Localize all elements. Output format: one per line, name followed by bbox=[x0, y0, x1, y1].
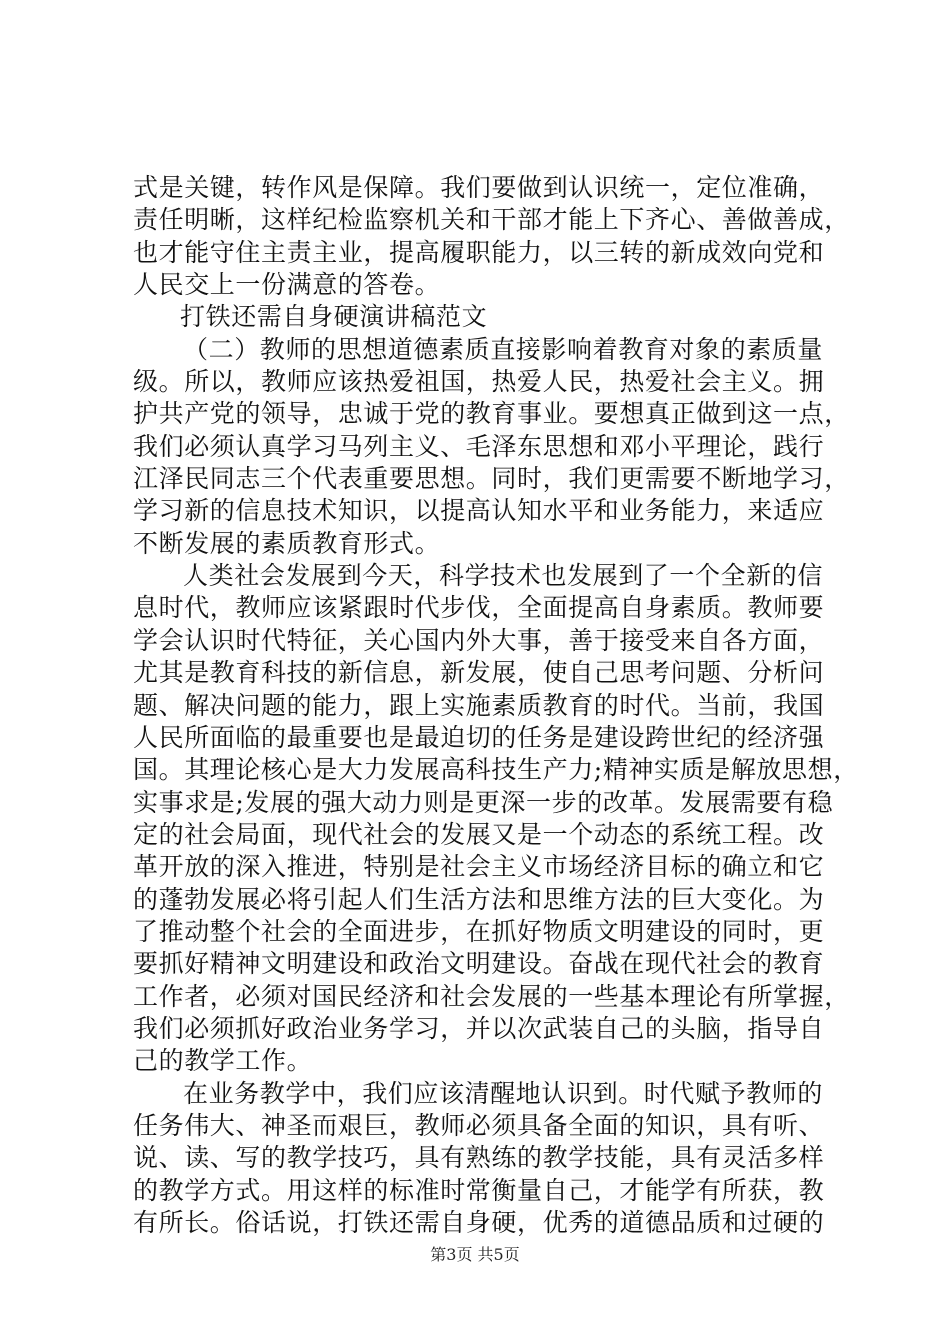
text-line: 不断发展的素质教育形式。 bbox=[133, 528, 441, 558]
text-line: 有所长。俗话说，打铁还需自身硬，优秀的道德品质和过硬的 bbox=[133, 1208, 825, 1237]
text-line: 责任明晰，这样纪检监察机关和干部才能上下齐心、善做善成， bbox=[133, 205, 850, 235]
text-line: 人民交上一份满意的答卷。 bbox=[133, 270, 441, 300]
text-line: 我们必须认真学习马列主义、毛泽东思想和邓小平理论，践行 bbox=[133, 431, 825, 461]
text-line: 人类社会发展到今天，科学技术也发展到了一个全新的信 bbox=[183, 561, 824, 591]
text-line: 护共产党的领导，忠诚于党的教育事业。要想真正做到这一点， bbox=[133, 399, 850, 429]
text-line: 革开放的深入推进，特别是社会主义市场经济目标的确立和它 bbox=[133, 852, 825, 882]
text-line: 了推动整个社会的全面进步，在抓好物质文明建设的同时，更 bbox=[133, 916, 825, 946]
body-text bbox=[133, 172, 859, 1239]
text-line: 的教学方式。用这样的标准时常衡量自己，才能学有所获，教 bbox=[133, 1175, 825, 1205]
text-line: （二）教师的思想道德素质直接影响着教育对象的素质量 bbox=[183, 334, 824, 364]
text-line: 说、读、写的教学技巧，具有熟练的教学技能，具有灵活多样 bbox=[133, 1143, 825, 1173]
text-line: 尤其是教育科技的新信息，新发展，使自己思考问题、分析问 bbox=[133, 658, 825, 688]
document-title-line: 打铁还需自身硬演讲稿范文 bbox=[180, 302, 488, 332]
text-line: 息时代，教师应该紧跟时代步伐，全面提高自身素质。教师要 bbox=[133, 593, 825, 623]
text-line: 我们必须抓好政治业务学习，并以次武装自己的头脑，指导自 bbox=[133, 1013, 825, 1043]
text-line: 实事求是;发展的强大动力则是更深一步的改革。发展需要有稳 bbox=[133, 787, 834, 817]
text-line: 人民所面临的最重要也是最迫切的任务是建设跨世纪的经济强 bbox=[133, 722, 825, 752]
text-line: 也才能守住主责主业，提高履职能力，以三转的新成效向党和 bbox=[133, 237, 825, 267]
text-line: 学习新的信息技术知识，以提高认知水平和业务能力，来适应 bbox=[133, 496, 825, 526]
text-line: 在业务教学中，我们应该清醒地认识到。时代赋予教师的 bbox=[183, 1078, 824, 1108]
text-line: 级。所以，教师应该热爱祖国，热爱人民，热爱社会主义。拥 bbox=[133, 367, 825, 397]
text-line: 的蓬勃发展必将引起人们生活方法和思维方法的巨大变化。为 bbox=[133, 884, 825, 914]
text-line: 题、解决问题的能力，跟上实施素质教育的时代。当前，我国 bbox=[133, 690, 825, 720]
text-line: 任务伟大、神圣而艰巨，教师必须具备全面的知识，具有听、 bbox=[133, 1110, 825, 1140]
text-line: 工作者，必须对国民经济和社会发展的一些基本理论有所掌握， bbox=[133, 981, 850, 1011]
text-line: 学会认识时代特征，关心国内外大事，善于接受来自各方面， bbox=[133, 625, 825, 655]
text-line: 国。其理论核心是大力发展高科技生产力;精神实质是解放思想， bbox=[133, 755, 859, 785]
text-line: 定的社会局面，现代社会的发展又是一个动态的系统工程。改 bbox=[133, 819, 825, 849]
text-line: 要抓好精神文明建设和政治文明建设。奋战在现代社会的教育 bbox=[133, 949, 825, 979]
page-footer: 第3页 共5页 bbox=[430, 1245, 520, 1264]
text-line: 式是关键，转作风是保障。我们要做到认识统一，定位准确， bbox=[133, 173, 825, 202]
text-line: 江泽民同志三个代表重要思想。同时，我们更需要不断地学习， bbox=[133, 464, 850, 494]
text-line: 己的教学工作。 bbox=[133, 1046, 313, 1076]
